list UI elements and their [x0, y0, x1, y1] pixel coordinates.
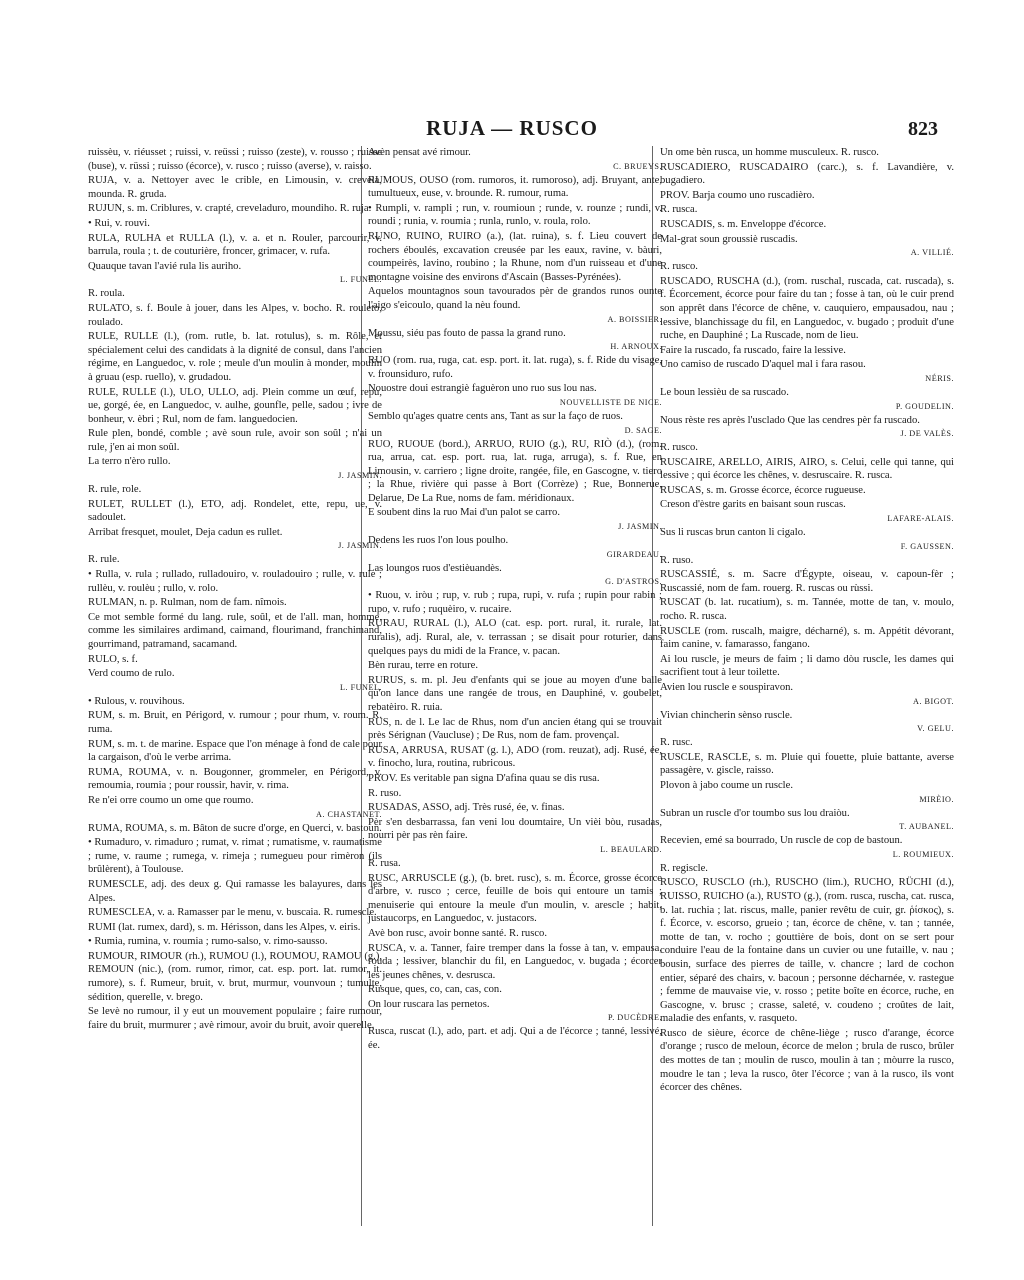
dictionary-entry: RUMOUS, OUSO (rom. rumoros, it. rumoroso), adj. Bruyant, ante, tumultueux, euse, v. brounde. R. rumour, ruma.	[368, 174, 662, 200]
dictionary-entry: Avèn pensat avé rimour.	[368, 147, 471, 158]
dictionary-entry: R. rule.	[88, 554, 120, 566]
dictionary-entry: Rule plen, bondé, comble ; avè soun rule, avoir son soûl ; n'ai un rule, j'en ai mon soûl.	[88, 428, 382, 453]
dictionary-entry: R. rule, role.	[88, 484, 142, 496]
dictionary-entry: • Rumia, rumina, v. roumia ; rumo-salso, v. rimo-sausso.	[88, 936, 328, 948]
dictionary-entry: RULO, s. f.	[88, 653, 138, 665]
dictionary-entry: RUSCA, v. a. Tanner, faire tremper dans la fosse à tan, v. empausa, rouda ; lessiver, blanchir du fil, en Languedoc, v. bugada ; écorcer les jeunes chênes, v. desrusca.	[368, 942, 662, 981]
dictionary-entry: • Rumaduro, v. rimaduro ; rumat, v. rimat ; rumatisme, v. raumatisme ; rume, v. raume ; rumega, v. rimeja ; rumegueu pour rimèron (ils brûlèrent), à Toulouse.	[88, 837, 382, 876]
dictionary-entry: RULMAN, n. p. Rulman, nom de fam. nîmois.	[88, 597, 287, 609]
dictionary-entry: Un ome bèn rusca, un homme musculeux. R. rusco.	[660, 147, 879, 158]
dictionary-entry: RUSA, ARRUSA, RUSAT (g. l.), ADO (rom. reuzat), adj. Rusé, ée, v. finocho, lura, routina, rubricous.	[368, 744, 662, 770]
dictionary-entry: Sus li ruscas brun canton li cigalo.	[660, 527, 806, 539]
citation-author: H. ARNOUX.	[610, 342, 662, 352]
dictionary-entry: RUSCADIS, s. m. Enveloppe d'écorce.	[660, 218, 827, 230]
dictionary-entry: Semblo qu'ages quatre cents ans, Tant as sur la faço de ruos.	[368, 410, 623, 422]
dictionary-entry: RUSCAT (b. lat. rucatium), s. m. Tannée, motte de tan, v. moulo, rocho. R. rusca.	[660, 597, 954, 623]
dictionary-entry: RULET, RULLET (l.), ETO, adj. Rondelet, ette, repu, ue, v. sadoulet.	[88, 498, 382, 524]
citation-author: NÉRIS.	[925, 373, 954, 383]
dictionary-entry: Nous rèste res après l'usclado Que las cendres pèr fa ruscado.	[660, 414, 920, 426]
dictionary-entry: PROV. Es veritable pan signa D'afina quau se dis rusa.	[368, 772, 600, 784]
dictionary-entry: • Rumpli, v. rampli ; run, v. roumioun ; runde, v. rounze ; rundi, v. roundi ; runia, v. roumia ; runla, runlo, v. roula, rolo.	[368, 202, 662, 228]
dictionary-entry: RULATO, s. f. Boule à jouer, dans les Alpes, v. bocho. R. rouleto, roulado.	[88, 302, 382, 328]
dictionary-entry: Se levè no rumour, il y eut un mouvement populaire ; faire rumour, faire du bruit, murmurer ; avè rimour, avoir du bruit, avoir querelle.	[88, 1006, 382, 1031]
running-head: RUJA — RUSCO	[426, 116, 598, 140]
dictionary-entry: Ce mot semble formé du lang. rule, soûl, et de l'all. man, homme, comme les similaires ardimand, caimand, flourimand, franchimand, gourrimand, patramand, sacamand.	[88, 611, 382, 650]
dictionary-entry: RULA, RULHA et RULLA (l.), v. a. et n. Rouler, parcourir, v. barrula, roula ; t. de couturière, froncer, grimacer, v. rufa.	[88, 232, 382, 258]
dictionary-entry: Vivian chincherin sènso ruscle.	[660, 709, 793, 721]
dictionary-entry: RUJA, v. a. Nettoyer avec le crible, en Limousin, v. crevela, mounda. R. gruda.	[88, 175, 382, 200]
citation-author: A. BIGOT.	[913, 696, 954, 706]
dictionary-entry: Rusque, ques, co, can, cas, con.	[368, 984, 502, 996]
dictionary-entry: Re n'ei orre coumo un ome que roumo.	[88, 794, 254, 806]
dictionary-entry: R. rusa.	[368, 857, 401, 869]
dictionary-entry: RUO (rom. rua, ruga, cat. esp. port. it. lat. ruga), s. f. Ride du visage, v. frounsiduro, rufo.	[368, 355, 662, 380]
dictionary-entry: Faire la ruscado, fa ruscado, faire la lessive.	[660, 344, 846, 356]
column-right	[660, 146, 954, 1096]
dictionary-entry: RUMESCLEA, v. a. Ramasser par le menu, v. buscaia. R. rumescle.	[88, 907, 377, 919]
dictionary-entry: Dedens les ruos l'on lous poulho.	[368, 535, 509, 547]
dictionary-entry: Plovon à jabo coume un ruscle.	[660, 779, 793, 791]
dictionary-entry: Verd coumo de rulo.	[88, 668, 175, 680]
dictionary-entry: Rusca, ruscat (l.), ado, part. et adj. Qui a de l'écorce ; tanné, lessivé, ée.	[368, 1026, 662, 1052]
dictionary-entry: RUSC, ARRUSCLE (g.), (b. bret. rusc), s. m. Écorce, grosse écorce d'arbre, v. rusco ; cerce, feuille de bois qui entoure un tamis ; menuiserie qui entoure la meule d'un moulin, v. arescle ; habit, justaucorps, en Languedoc, v. justacors.	[368, 872, 662, 925]
dictionary-entry: Moussu, siéu pas fouto de passa la grand runo.	[368, 327, 566, 339]
dictionary-entry: RUJUN, s. m. Criblures, v. crapté, creveladuro, moundiho. R. ruja.	[88, 203, 372, 215]
dictionary-entry: RUMESCLE, adj. des deux g. Qui ramasse les balayures, dans les Alpes.	[88, 878, 382, 904]
dictionary-entry: Arribat fresquet, moulet, Deja cadun es rullet.	[88, 526, 283, 538]
dictionary-entry: RUSCO, RUSCLO (rh.), RUSCHO (lim.), RUCHO, RÜCHI (d.), RUISSO, RUICHO (a.), RUSTO (g.), (rom. rusca, ruscha, cat. rusca, b. lat. ruchia ; lat. riscus, malle, panier revêtu de cuir, gr. ῥίσκος), s. f. Écorce, v. escorso, grueio ; tan, écorce de chêne, v. tan ; tannée, motte de tan, v. rocho ; gouttière de bois, dont on se sert pour conduire l'eau de la fontaine dans un cuvier ou une futaille, v. nau ; bousin, surface des pierres de taille, v. chancre ; lard de cochon entier, séparé des chairs, v. bacoun ; personne décharnée, v. rastegue ; femme de mauvaise vie, v. rosso ; petite boîte en écorce, ruche, en Gascogne, v. brusc ; crasse, saleté, v. coudeno ; croûtes de lait, maladie des enfants, v. rasqueto.	[660, 877, 954, 1025]
dictionary-entry: R. ruso.	[660, 554, 694, 566]
dictionary-entry: R. rusco.	[660, 261, 698, 273]
dictionary-entry: PROV. Barja coumo uno ruscadièro.	[660, 189, 815, 201]
citation-author: P. GOUDELIN.	[895, 401, 954, 411]
citation-author: F. GAUSSEN.	[900, 541, 954, 551]
citation-author: L. BEAULARD.	[600, 844, 662, 854]
citation-author: D. SAGE.	[624, 425, 662, 435]
dictionary-entry: Creson d'èstre garits en baisant soun ruscas.	[660, 499, 846, 511]
dictionary-entry: RUMA, ROUMA, s. m. Bâton de sucre d'orge, en Querci, v. bastoun.	[88, 822, 382, 834]
dictionary-entry: R. rusca.	[660, 204, 698, 216]
citation-author: J. DE VALÈS.	[900, 429, 954, 439]
dictionary-entry: Las loungos ruos d'estièuandès.	[368, 562, 502, 574]
dictionary-entry: Subran un ruscle d'or toumbo sus lou draiòu.	[660, 807, 850, 819]
dictionary-entry: • Ruou, v. iròu ; rup, v. rub ; rupa, rupi, v. rufa ; rupin pour rabin ; rupo, v. rufo ; ruquèiro, v. rucaire.	[368, 590, 662, 615]
dictionary-entry: R. regiscle.	[660, 862, 708, 874]
citation-author: J. JASMIN.	[618, 522, 662, 532]
dictionary-entry: • Rulous, v. rouvihous.	[88, 695, 185, 707]
citation-author: P. DUCÈDRE.	[608, 1013, 662, 1023]
dictionary-entry: RUSADAS, ASSO, adj. Très rusé, ée, v. finas.	[368, 802, 565, 814]
dictionary-entry: Uno camiso de ruscado D'aquel mal i fara rasou.	[660, 359, 866, 371]
citation-author: A. CHASTANET.	[316, 809, 382, 819]
dictionary-entry: RURUS, s. m. pl. Jeu d'enfants qui se joue au moyen d'une balle qu'on lance dans une rangée de trous, en Dauphiné, v. goubelet, rebatèiro. R. ruia.	[368, 674, 662, 713]
dictionary-entry: RUSCAS, s. m. Grosse écorce, écorce rugueuse.	[660, 484, 866, 496]
dictionary-entry: RUSCLE (rom. ruscalh, maigre, décharné), s. m. Appétit dévorant, faim canine, v. famarasso, fangano.	[660, 625, 954, 651]
citation-author: L. FUNEL.	[339, 275, 382, 285]
citation-author: C. BRUEYS.	[613, 161, 662, 171]
dictionary-entry: La terro n'èro rullo.	[88, 456, 171, 468]
dictionary-entry: RUSCLE, RASCLE, s. m. Pluie qui fouette, pluie battante, averse passagère, v. giscle, raisso.	[660, 751, 954, 777]
citation-author: GIRARDEAU.	[606, 549, 662, 559]
dictionary-entry: RUSCADIERO, RUSCADAIRO (carc.), s. f. Lavandière, v. bugadiero.	[660, 161, 954, 187]
column-left	[88, 146, 382, 1033]
dictionary-entry: RUMI (lat. rumex, dard), s. m. Hérisson, dans les Alpes, v. eiris.	[88, 921, 361, 933]
dictionary-entry: RUM, s. m. t. de marine. Espace que l'on ménage à fond de cale pour la cargaison, d'où le verbe arrima.	[88, 738, 382, 764]
dictionary-entry: Quauque tavan l'avié rula lis auriho.	[88, 260, 242, 272]
dictionary-entry: R. rusc.	[660, 737, 693, 749]
citation-author: A. VILLIÉ.	[910, 248, 954, 258]
dictionary-entry: RUSCAIRE, ARELLO, AIRIS, AIRO, s. Celui, celle qui tanne, qui lessive ; qui écorce les chênes, v. desruscaire. R. rusca.	[660, 456, 954, 482]
dictionary-entry: Recevien, emé sa bourrado, Un ruscle de cop de bastoun.	[660, 835, 903, 847]
dictionary-entry: • Rulla, v. rula ; rullado, rulladouiro, v. rouladouiro ; rulle, v. rule ; rullèu, v. roulèu ; rullo, v. rolo.	[88, 569, 382, 594]
dictionary-entry: Pèr s'en desbarrassa, fan veni lou doumtaire, Un vièi bòu, rusadas, nourri pèr pas rèn faire.	[368, 816, 662, 842]
dictionary-entry: RUMA, ROUMA, v. n. Bougonner, grommeler, en Périgord, v. remoumia, roumia ; pour roussir, havir, v. rima.	[88, 766, 382, 792]
dictionary-entry: Rusco de sièure, écorce de chêne-liège ; rusco d'arange, écorce d'orange ; rusco de meloun, écorce de melon ; brula de rusco, brûler des mottes de tan ; moulin de rusco, moulin à tan ; mòurre la rusco, moudre le tan ; leva la rusco, ôter l'écorce ; van à la rusco, ils vont écorcer des chênes.	[660, 1027, 954, 1094]
dictionary-entry: R. ruso.	[368, 787, 402, 799]
dictionary-entry: RURAU, RURAL (l.), ALO (cat. esp. port. rural, it. rurale, lat. ruralis), adj. Rural, ale, v. terrassan ; se disait pour roturier, dans quelques pays du midi de la France, v. pacan.	[368, 618, 662, 657]
dictionary-entry: • Rui, v. rouvi.	[88, 217, 150, 229]
dictionary-entry: Mal-grat soun groussiè ruscadis.	[660, 233, 798, 245]
dictionary-entry: On lour ruscara las pernetos.	[368, 998, 490, 1010]
citation-author: NOUVELLISTE DE NICE.	[559, 397, 662, 407]
citation-author: LAFARE-ALAIS.	[887, 514, 954, 524]
dictionary-entry: R. rusco.	[660, 442, 698, 454]
dictionary-entry: E soubent dins la ruo Mai d'un palot se carro.	[368, 507, 560, 519]
dictionary-entry: RUSCASSIÉ, s. m. Sacre d'Égypte, oiseau, v. capoun-fèr ; Ruscassié, nom de fam. rouerg. R. ruscas ou rùssi.	[660, 569, 954, 594]
dictionary-entry: Nouostre doui estrangiè faguèron uno ruo sus lou nas.	[368, 383, 597, 395]
citation-author: L. FUNEL.	[339, 682, 382, 692]
citation-author: L. ROUMIEUX.	[892, 849, 954, 859]
dictionary-entry: RUNO, RUINO, RUIRO (a.), (lat. ruina), s. f. Lieu couvert de rochers éboulés, excavation creusée par les eaux, ravine, v. bàuri, coumpeirès, lavino, roubino ; la Rhune, nom d'un ruisseau et d'une montagne voisine des environs d'Ascain (Basses-Pyrénées).	[368, 230, 662, 283]
dictionary-entry: Bèn rurau, terre en roture.	[368, 660, 479, 672]
dictionary-entry: RUSCADO, RUSCHA (d.), (rom. ruschal, ruscada, cat. ruscada), s. f. Écorcement, écorce pour faire du tan ; fosse à tan, où le cuir prend son apprêt dans l'écorce de chêne, v. cauquiero, empausadou, nau ; lessive, blanchissage du fil, en Languedoc, v. bugado ; produit d'une ruche, en Dauphiné ; La Ruscade, nom de lieu.	[660, 275, 954, 342]
dictionary-entry: Avè bon rusc, avoir bonne santé. R. rusco.	[368, 927, 547, 939]
column-middle	[368, 146, 662, 1054]
dictionary-entry: Ai lou ruscle, je meurs de faim ; li damo dòu ruscle, les dames qui sacrifient tout à leur toilette.	[660, 653, 954, 679]
dictionary-entry: RUM, s. m. Bruit, en Périgord, v. rumour ; pour rhum, v. roum. R. ruma.	[88, 710, 382, 735]
dictionary-entry: RUS, n. de l. Le lac de Rhus, nom d'un ancien étang qui se trouvait près Sérignan (Vaucluse) ; De Rus, nom de fam. provençal.	[368, 716, 662, 742]
citation-author: J. JASMIN.	[338, 471, 382, 481]
citation-author: MIRÈIO.	[919, 794, 954, 804]
page-number: 823	[908, 118, 938, 140]
dictionary-entry: RULE, RULLE (l.), (rom. rutle, b. lat. rotulus), s. m. Rôle, et spécialement celui des candidats à la dignité de consul, dans l'ancien régime, en Languedoc, v. role ; meule d'un moulin à monder, moulin à gruau (esp. ruello), v. grudadou.	[88, 331, 382, 383]
dictionary-entry: R. roula.	[88, 288, 125, 300]
citation-author: A. BOISSIER.	[607, 314, 662, 324]
citation-author: V. GELU.	[917, 724, 954, 734]
citation-author: J. JASMIN.	[338, 541, 382, 551]
dictionary-entry: RUO, RUOUE (bord.), ARRUO, RUIO (g.), RU, RIÒ (d.), (rom. rua, arrua, cat. esp. port. rua, lat. ruga, arruga), s. f. Rue, en Limousin, v. carriero ; ligne droite, rangée, file, en Gascogne, v. tiero ; la Rhue, rivière qui passe à Bort (Corrèze) ; Rue, Bonnerue, Delarue, De La Rue, noms de fam. méridionaux.	[368, 438, 662, 504]
dictionary-entry: Avien lou ruscle e souspiravon.	[660, 682, 794, 693]
dictionary-entry: ruissèu, v. riéusset ; ruissi, v. reüssi ; ruisso (zeste), v. rousso ; ruisse (buse), v. rüssi ; ruisso (écorce), v. rusco ; ruisso (averse), v. raisso.	[88, 147, 382, 172]
citation-author: G. D'ASTROS.	[605, 577, 662, 587]
dictionary-entry: Aquelos mountagnos soun tavourados pèr de grandos runos ounte l'aigo s'eicoulo, quand la nèu found.	[368, 286, 662, 311]
dictionary-entry: RUMOUR, RIMOUR (rh.), RUMOU (l.), ROUMOU, RAMOU (g.), REMOUN (nic.), (rom. rumor, rimor, cat. esp. port. lat. rumor, it. rumore), s. f. Rumeur, bruit, v. brut, murmur, vounvoun ; tumulte, sédition, querelle, v. brego.	[88, 950, 382, 1003]
dictionary-entry: Le boun lessièu de sa ruscado.	[660, 386, 789, 398]
dictionary-entry: RULE, RULLE (l.), ULO, ULLO, adj. Plein comme un œuf, repu, ue, gorgé, ée, en Languedoc, v. aulhe, gounfle, pelle, sadou ; ivre de bonheur, v. èbri ; Rul, nom de fam. languedocien.	[88, 386, 382, 425]
citation-author: T. AUBANEL.	[899, 822, 954, 832]
